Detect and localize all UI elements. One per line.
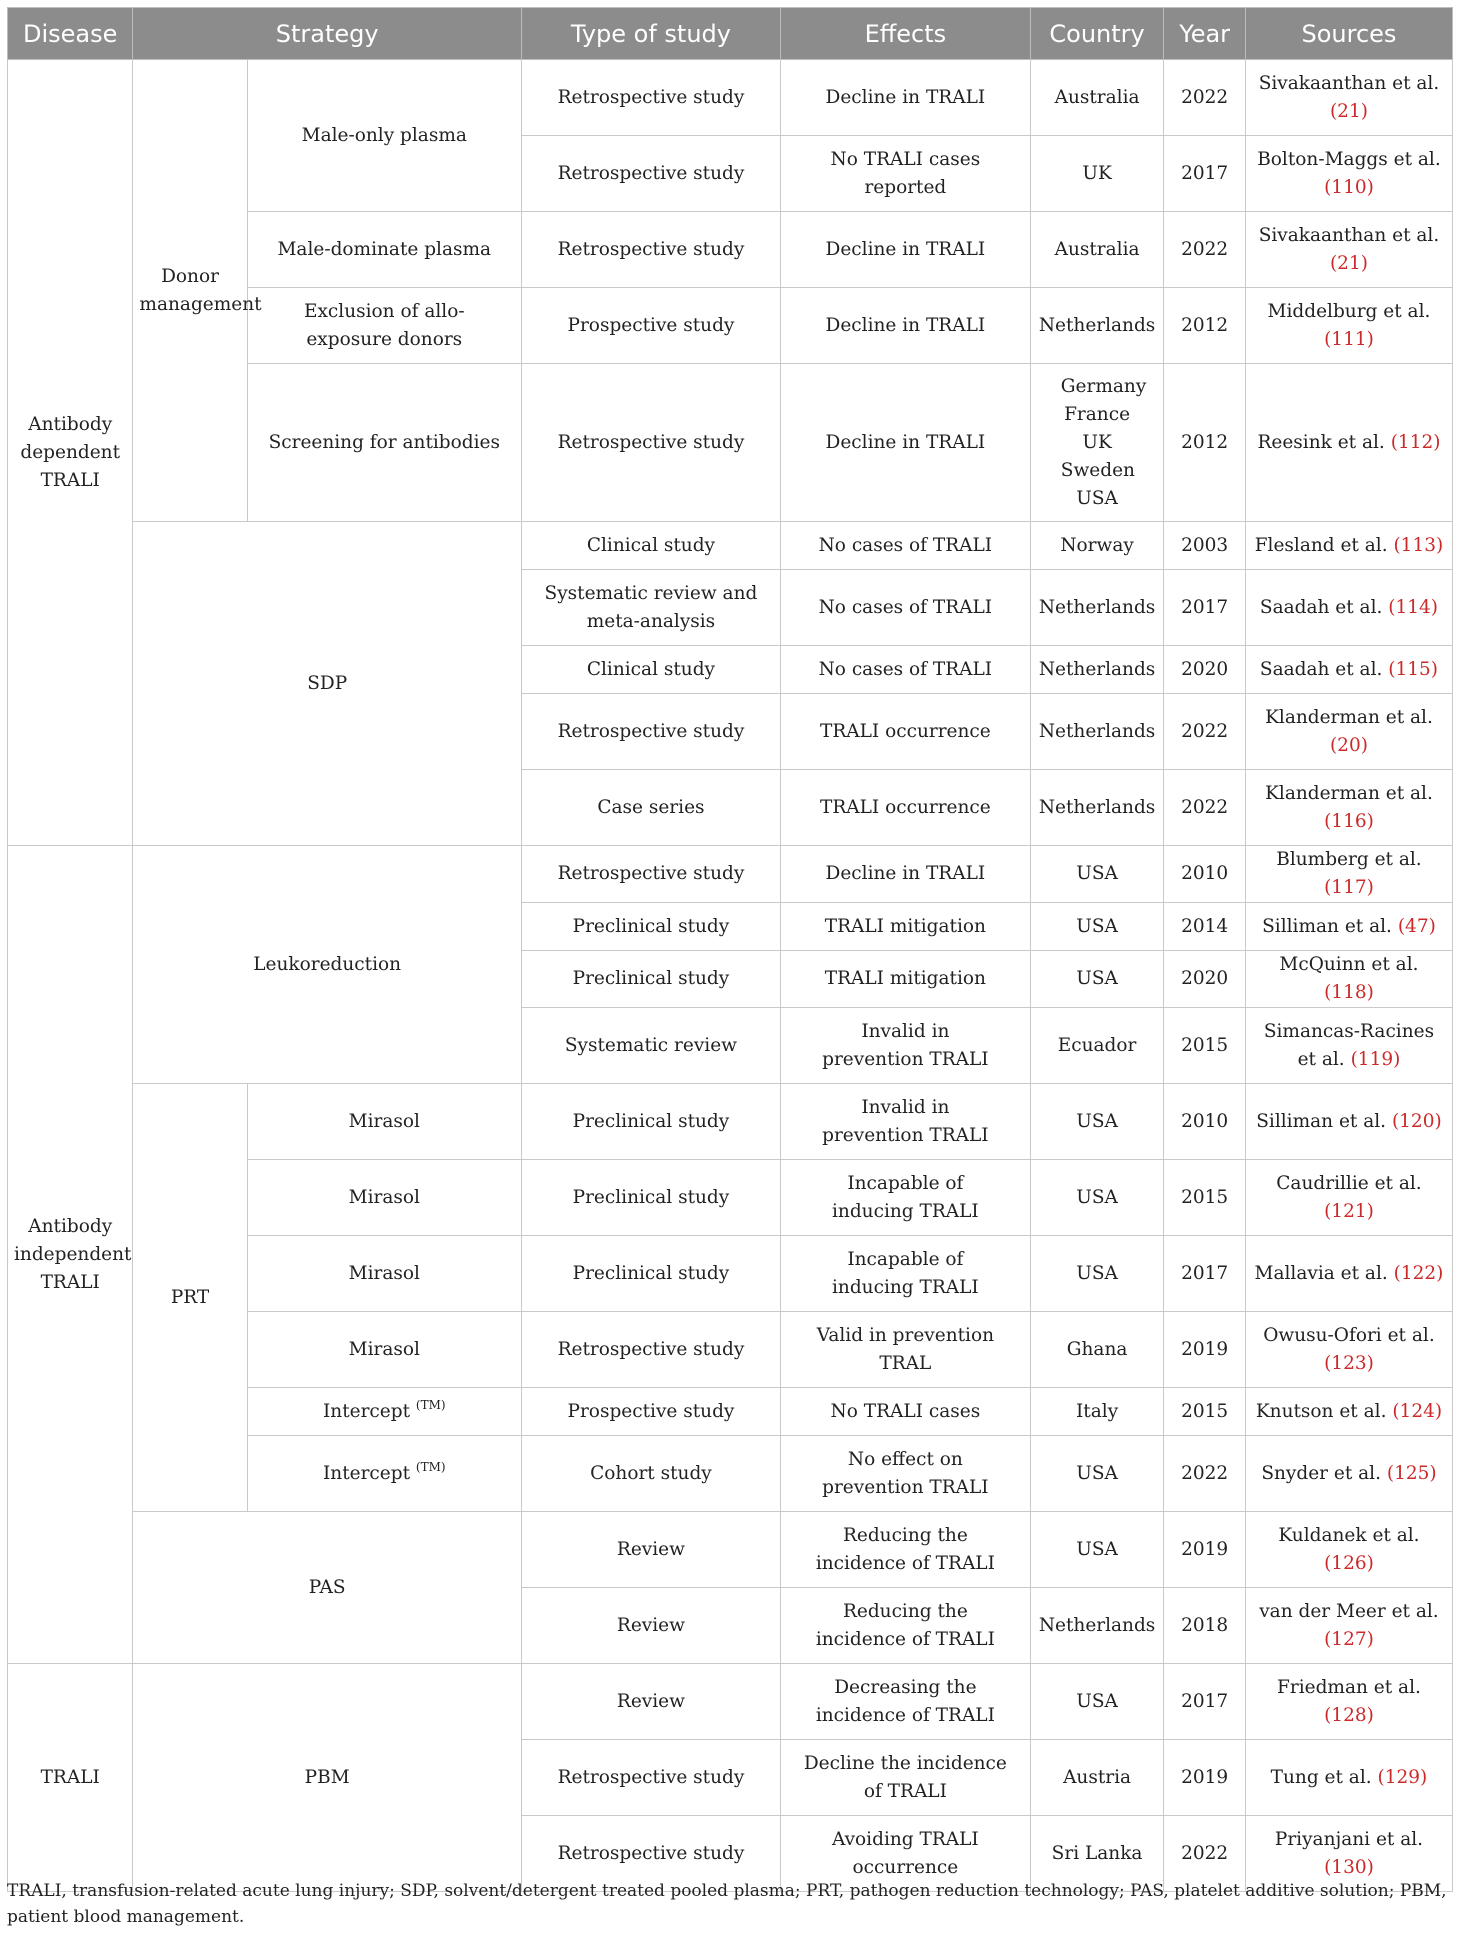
source-cell [1245,1160,1452,1236]
study-type-cell: Review [521,1664,780,1740]
reference-link[interactable]: (128) [1324,1704,1374,1726]
effect-cell: Incapable of inducing TRALI [780,1160,1030,1236]
year-cell: 2015 [1164,1160,1246,1236]
country-cell: USA [1030,1512,1164,1588]
effect-cell: Invalid in prevention TRALI [780,1084,1030,1160]
source-author: Friedman et al. [1277,1676,1421,1698]
reference-link[interactable]: (112) [1390,431,1441,453]
source-author: Middelburg et al. [1267,300,1431,322]
study-type-cell: Review [521,1588,780,1664]
source-cell [1245,694,1452,770]
country-cell: USA [1030,903,1164,951]
year-cell: 2022 [1164,60,1246,136]
source-author: Knutson et al. [1255,1400,1387,1422]
country-cell: USA [1030,846,1164,903]
year-cell: 2017 [1164,136,1246,212]
effect-cell: Decline the incidence of TRALI [780,1740,1030,1816]
effect-cell: Valid in prevention TRAL [780,1312,1030,1388]
year-cell: 2017 [1164,1664,1246,1740]
disease-cell: Antibody independent TRALI [8,846,133,1664]
reference-link[interactable]: (124) [1392,1400,1443,1422]
year-cell: 2017 [1164,1236,1246,1312]
year-cell: 2003 [1164,522,1246,570]
effect-cell: Reducing the incidence of TRALI [780,1512,1030,1588]
country-cell: USA [1030,951,1164,1008]
table-row [8,846,1453,903]
source-cell [1245,1084,1452,1160]
source-cell [1245,288,1452,364]
study-type-cell: Prospective study [521,288,780,364]
reference-link[interactable]: (114) [1388,596,1439,618]
reference-link[interactable]: (126) [1324,1552,1374,1574]
reference-link[interactable]: (129) [1377,1766,1428,1788]
strategy-cell: PAS [133,1512,522,1664]
effect-cell: No cases of TRALI [780,646,1030,694]
country-cell: Ecuador [1030,1008,1164,1084]
country-cell: Netherlands [1030,570,1164,646]
source-cell [1245,364,1452,522]
reference-link[interactable]: (121) [1324,1200,1374,1222]
strategy-cell: Leukoreduction [133,846,522,1084]
source-cell [1245,1588,1452,1664]
effect-cell: No effect on prevention TRALI [780,1436,1030,1512]
intercept-label: Intercept [322,1400,411,1422]
country-cell: Netherlands [1030,770,1164,846]
disease-cell: Antibody dependent TRALI [8,60,133,846]
year-cell: 2017 [1164,570,1246,646]
country-cell: Italy [1030,1388,1164,1436]
strategy-cell: SDP [133,522,522,846]
col-header-year: Year [1164,8,1246,60]
table-row [8,1512,1453,1588]
reference-link[interactable]: (111) [1324,328,1374,350]
year-cell: 2010 [1164,1084,1246,1160]
source-cell [1245,1008,1452,1084]
reference-link[interactable]: (21) [1329,100,1368,122]
col-header-country: Country [1030,8,1164,60]
study-type-cell: Preclinical study [521,1084,780,1160]
source-author: Blumberg et al. [1276,849,1422,870]
substrategy-cell: Mirasol [247,1236,521,1312]
effect-cell: Incapable of inducing TRALI [780,1236,1030,1312]
source-author: Kuldanek et al. [1278,1524,1420,1546]
year-cell: 2015 [1164,1008,1246,1084]
reference-link[interactable]: (123) [1324,1352,1374,1374]
col-header-strategy: Strategy [133,8,522,60]
country-cell: Norway [1030,522,1164,570]
source-cell [1245,570,1452,646]
study-type-cell: Preclinical study [521,1160,780,1236]
source-author: Priyanjani et al. [1274,1828,1424,1850]
source-author: Flesland et al. [1254,534,1388,556]
year-cell: 2019 [1164,1740,1246,1816]
effect-cell: No cases of TRALI [780,522,1030,570]
table-row [8,522,1453,570]
effect-cell: No TRALI cases reported [780,136,1030,212]
study-type-cell: Retrospective study [521,136,780,212]
country-cell: Netherlands [1030,694,1164,770]
source-author: Snyder et al. [1261,1462,1381,1484]
country-cell: USA [1030,1084,1164,1160]
source-author: Simancas-Racines et al. [1263,1020,1435,1070]
reference-link[interactable]: (127) [1324,1628,1374,1650]
source-cell [1245,1512,1452,1588]
col-header-sources: Sources [1245,8,1452,60]
substrategy-cell [247,1436,521,1512]
study-type-cell: Retrospective study [521,1816,780,1892]
effect-cell: Decline in TRALI [780,846,1030,903]
study-type-cell: Preclinical study [521,1236,780,1312]
country-cell: Netherlands [1030,1588,1164,1664]
year-cell: 2022 [1164,770,1246,846]
disease-cell: TRALI [8,1664,133,1892]
effect-cell: Decreasing the incidence of TRALI [780,1664,1030,1740]
table-row [8,1084,1453,1160]
source-author: Klanderman et al. [1265,782,1433,804]
substrategy-cell: Mirasol [247,1084,521,1160]
substrategy-cell: Male-only plasma [247,60,521,212]
reference-link[interactable]: (117) [1324,877,1374,898]
country-cell: UK [1030,136,1164,212]
year-cell: 2015 [1164,1388,1246,1436]
study-type-cell: Retrospective study [521,60,780,136]
study-type-cell: Preclinical study [521,951,780,1008]
effect-cell: Decline in TRALI [780,288,1030,364]
reference-link[interactable]: (113) [1393,534,1444,556]
source-cell [1245,1312,1452,1388]
country-cell: USA [1030,1236,1164,1312]
effect-cell: Decline in TRALI [780,364,1030,522]
col-header-disease: Disease [8,8,133,60]
effect-cell: No cases of TRALI [780,570,1030,646]
source-cell [1245,846,1452,903]
source-cell [1245,60,1452,136]
intercept-label: Intercept [322,1462,411,1484]
substrategy-cell: Male-dominate plasma [247,212,521,288]
study-type-cell: Case series [521,770,780,846]
source-author: Mallavia et al. [1254,1262,1388,1284]
study-type-cell: Clinical study [521,522,780,570]
study-type-cell: Retrospective study [521,212,780,288]
col-header-effects: Effects [780,8,1030,60]
country-cell: Australia [1030,212,1164,288]
study-type-cell: Prospective study [521,1388,780,1436]
country-cell: Germany France UK Sweden USA [1030,364,1164,522]
strategy-cell: Donor management [133,60,247,522]
header-row [8,8,1453,60]
effect-cell: TRALI occurrence [780,694,1030,770]
study-type-cell: Systematic review [521,1008,780,1084]
source-author: Tung et al. [1270,1766,1372,1788]
substrategy-cell: Mirasol [247,1312,521,1388]
source-author: Sivakaanthan et al. [1258,224,1440,246]
reference-link[interactable]: (118) [1324,982,1374,1003]
study-type-cell: Clinical study [521,646,780,694]
effect-cell: Avoiding TRALI occurrence [780,1816,1030,1892]
reference-link[interactable]: (47) [1397,915,1436,937]
substrategy-cell: Exclusion of allo-exposure donors [247,288,521,364]
year-cell: 2020 [1164,951,1246,1008]
source-author: Caudrillie et al. [1276,1172,1422,1194]
reference-link[interactable]: (110) [1324,176,1374,198]
source-author: Reesink et al. [1257,431,1385,453]
source-cell [1245,1436,1452,1512]
source-author: McQuinn et al. [1279,954,1419,975]
source-cell [1245,136,1452,212]
table-footnote: TRALI, transfusion-related acute lung injury; SDP, solvent/detergent treated pooled plasma; PRT, pathogen reduction technology; PAS, platelet additive solution; PBM, patient blood management. [7,1881,1447,1927]
reference-link[interactable]: (119) [1350,1048,1401,1070]
source-cell [1245,646,1452,694]
source-cell [1245,1664,1452,1740]
year-cell: 2018 [1164,1588,1246,1664]
reference-link[interactable]: (122) [1393,1262,1444,1284]
source-author: Sivakaanthan et al. [1258,72,1440,94]
reference-link[interactable]: (130) [1324,1856,1374,1878]
study-type-cell: Review [521,1512,780,1588]
study-type-cell: Retrospective study [521,846,780,903]
study-type-cell: Systematic review and meta-analysis [521,570,780,646]
study-type-cell: Retrospective study [521,1740,780,1816]
reference-link[interactable]: (120) [1391,1110,1442,1132]
study-type-cell: Retrospective study [521,1312,780,1388]
study-type-cell: Retrospective study [521,364,780,522]
source-cell [1245,770,1452,846]
trademark-mark: (TM) [415,1459,446,1474]
source-cell [1245,1388,1452,1436]
year-cell: 2022 [1164,694,1246,770]
country-cell: Ghana [1030,1312,1164,1388]
country-cell: Austria [1030,1740,1164,1816]
source-author: Bolton-Maggs et al. [1257,148,1441,170]
substrategy-cell [247,1388,521,1436]
source-cell [1245,903,1452,951]
source-cell [1245,212,1452,288]
country-cell: Sri Lanka [1030,1816,1164,1892]
reference-link[interactable]: (20) [1329,734,1368,756]
year-cell: 2020 [1164,646,1246,694]
effect-cell: Invalid in prevention TRALI [780,1008,1030,1084]
reference-link[interactable]: (115) [1388,658,1439,680]
reference-link[interactable]: (116) [1324,810,1374,832]
study-type-cell: Cohort study [521,1436,780,1512]
trademark-mark: (TM) [415,1397,446,1412]
effect-cell: Reducing the incidence of TRALI [780,1588,1030,1664]
source-author: van der Meer et al. [1259,1600,1439,1622]
source-author: Owusu-Ofori et al. [1263,1324,1435,1346]
effect-cell: Decline in TRALI [780,212,1030,288]
substrategy-cell: Screening for antibodies [247,364,521,522]
year-cell: 2019 [1164,1312,1246,1388]
source-author: Silliman et al. [1262,915,1392,937]
source-cell [1245,1236,1452,1312]
year-cell: 2012 [1164,364,1246,522]
year-cell: 2022 [1164,212,1246,288]
data-table [7,7,1453,1892]
year-cell: 2019 [1164,1512,1246,1588]
effect-cell: Decline in TRALI [780,60,1030,136]
reference-link[interactable]: (125) [1386,1462,1437,1484]
study-type-cell: Preclinical study [521,903,780,951]
substrategy-cell: Mirasol [247,1160,521,1236]
country-cell: Australia [1030,60,1164,136]
year-cell: 2022 [1164,1816,1246,1892]
effect-cell: TRALI mitigation [780,903,1030,951]
country-cell: Netherlands [1030,288,1164,364]
country-cell: Netherlands [1030,646,1164,694]
country-cell: USA [1030,1664,1164,1740]
effect-cell: TRALI mitigation [780,951,1030,1008]
source-cell [1245,951,1452,1008]
strategy-cell: PBM [133,1664,522,1892]
year-cell: 2022 [1164,1436,1246,1512]
source-author: Klanderman et al. [1265,706,1433,728]
year-cell: 2012 [1164,288,1246,364]
source-author: Saadah et al. [1259,658,1383,680]
year-cell: 2010 [1164,846,1246,903]
country-cell: USA [1030,1436,1164,1512]
study-type-cell: Retrospective study [521,694,780,770]
effect-cell: TRALI occurrence [780,770,1030,846]
source-author: Saadah et al. [1259,596,1383,618]
table-row [8,1664,1453,1740]
effect-cell: No TRALI cases [780,1388,1030,1436]
source-cell [1245,522,1452,570]
source-author: Silliman et al. [1256,1110,1387,1132]
source-cell [1245,1740,1452,1816]
col-header-type: Type of study [521,8,780,60]
country-cell: USA [1030,1160,1164,1236]
year-cell: 2014 [1164,903,1246,951]
strategy-cell: PRT [133,1084,247,1512]
table-row [8,60,1453,136]
reference-link[interactable]: (21) [1329,252,1368,274]
